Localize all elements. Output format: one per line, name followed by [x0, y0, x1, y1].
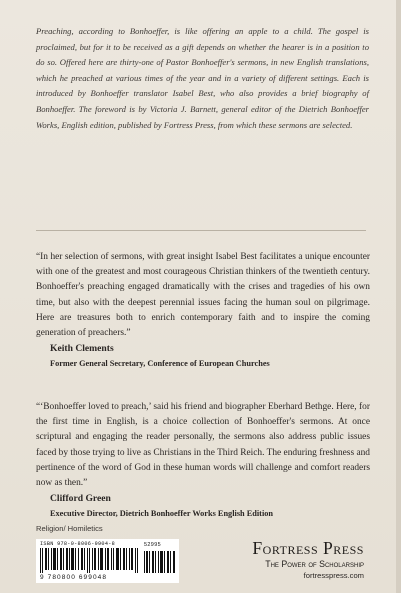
ean-number: 9 780800 699048	[40, 574, 108, 581]
endorsement-2-text: “‘Bonhoeffer loved to preach,’ said his friend and biographer Eberhard Bethge. Here, for the first time in English, is a choice collection of Bonhoeffer's sermons. At once scriptural and engaging the reader personally, the sermons also address public issues faced by those trying to live as Christians in the Third Reich. The enduring freshness and pertinence of the word of God in these human words will challenge and comfort readers now as then.”	[36, 402, 370, 489]
endorsement-2	[36, 400, 370, 521]
barcode-addon-number: 52995	[144, 542, 161, 548]
spine-edge	[396, 0, 401, 593]
endorsement-2-role: Executive Director, Dietrich Bonhoeffer Works English Edition	[50, 509, 274, 519]
endorsement-1-name: Keith Clements	[50, 343, 114, 355]
publisher-name: Fortress Press	[252, 538, 364, 558]
publisher-slogan: The Power of Scholarship	[265, 559, 364, 569]
isbn-number: ISBN 978-0-8006-9904-8	[40, 541, 116, 547]
book-description: Preaching, according to Bonhoeffer, is like offering an apple to a child. The gospel is proclaimed, but for it to be received as a gift depends on whether the hearer is in a position to do so. Offered here are thirty-one of Pastor Bonhoeffer's sermons, in new English translations, which he preached at various times of the year and in a variety of different settings. Each is introduced by Bonhoeffer translator Isabel Best, who also provides a brief biography of Bonhoeffer. The foreword is by Victoria J. Barnett, general editor of the Dietrich Bonhoeffer Works, English edition, published by Fortress Press, from which these sermons are selected.	[36, 26, 369, 130]
publisher-block	[252, 539, 364, 581]
barcode-addon-bars	[144, 548, 176, 573]
endorsement-1	[36, 250, 370, 371]
publisher-url: fortresspress.com	[303, 571, 364, 580]
endorsement-1-text: “In her selection of sermons, with great insight Isabel Best facilitates a unique encounter with one of the greatest and most courageous Christian thinkers of the twentieth century. Bonhoeffer's preaching engaged dramatically with the crises and tragedies of his own time, but also with the deepest perennial issues facing the human soul on pilgrimage. Here are treasures both to enrich contemporary faith and to inspire the coming generation of preachers.”	[36, 252, 370, 339]
barcode	[36, 539, 179, 583]
section-divider	[36, 230, 366, 231]
endorsement-2-name: Clifford Green	[50, 493, 111, 505]
barcode-bars	[40, 548, 140, 573]
endorsement-1-role: Former General Secretary, Conference of European Churches	[50, 359, 270, 369]
category-label: Religion/ Homiletics	[36, 524, 103, 533]
